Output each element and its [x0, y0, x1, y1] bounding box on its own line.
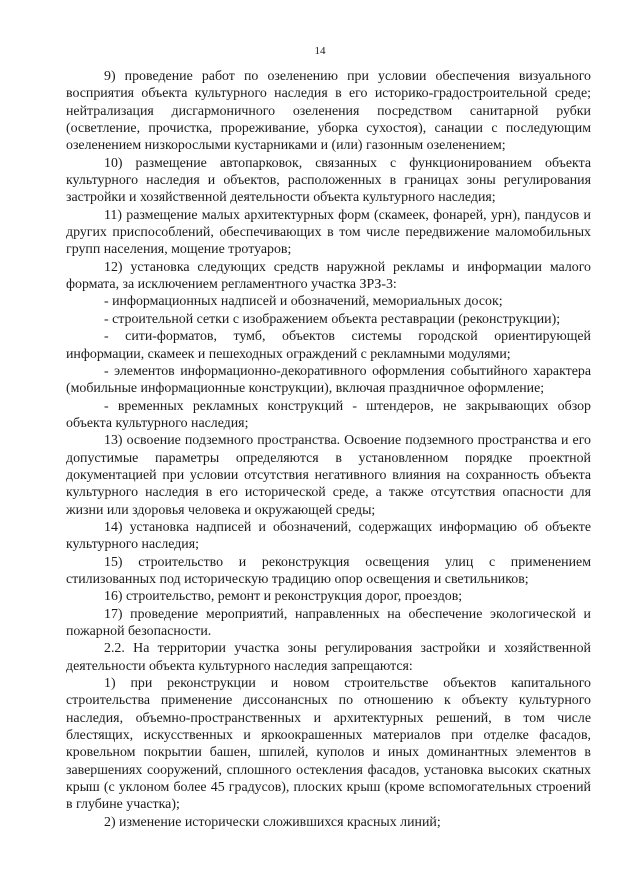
list-item-info-signs: - информационных надписей и обозначений, мемориальных досок;	[104, 294, 503, 310]
prohibition-item-1: 1) при реконструкции и новом строительстве объектов капитального строительства применение диссонансных по отношению к объекту культурного наследия, объемно-пространственных и архитектурных решений, в том числе блестящих, искусственных и яркоокрашенных материалов при отделке фасадов, кровельном покрытии башен, шпилей, куполов и иных доминантных элементов в завершениях сооружений, сплошного остекления фасадов, установка высоких скатных крыш (с уклоном более 45 градусов), плоских крыш (кроме вспомогательных строений в глубине участка);	[66, 676, 591, 813]
section-2-2-heading: 2.2. На территории участка зоны регулирования застройки и хозяйственной деятельности объекта культурного наследия запрещаются:	[66, 641, 591, 674]
paragraph-item-14: 14) установка надписей и обозначений, содержащих информацию об объекте культурного наследия;	[66, 519, 591, 553]
list-item-decorative-elements: - элементов информационно-декоративного оформления событийного характера (мобильные информационные конструкции), включая праздничное оформление;	[66, 363, 591, 397]
list-item-construction-mesh: - строительной сетки с изображением объекта реставрации (реконструкции);	[104, 311, 561, 327]
document-body	[66, 68, 591, 831]
paragraph-item-16: 16) строительство, ремонт и реконструкция дорог, проездов;	[104, 589, 463, 605]
prohibition-item-2: 2) изменение исторически сложившихся красных линий;	[104, 814, 441, 830]
list-item-temporary-structures: - временных рекламных конструкций - штендеров, не закрывающих обзор объекта культурного наследия;	[66, 398, 591, 431]
paragraph-item-17: 17) проведение мероприятий, направленных на обеспечение экологической и пожарной безопасности.	[66, 606, 591, 639]
list-item-city-formats: - сити-форматов, тумб, объектов системы городской ориентирующей информации, скамеек и пешеходных ограждений с рекламными модулями;	[66, 329, 591, 362]
paragraph-item-11: 11) размещение малых архитектурных форм (скамеек, фонарей, урн), пандусов и других приспособлений, обеспечивающих в том числе передвижение маломобильных групп населения, мощение тротуаров;	[66, 207, 591, 258]
page-number: 14	[314, 45, 326, 57]
paragraph-item-15: 15) строительство и реконструкция освещения улиц с применением стилизованных под историческую традицию опор освещения и светильников;	[66, 554, 591, 587]
paragraph-item-13: 13) освоение подземного пространства. Освоение подземного пространства и его допустимые параметры определяются в установленном порядке проектной документацией при условии отсутствия негативного влияния на сохранность объекта культурного наследия в его исторической среде, а также отсутствия опасности для жизни или здоровья человека и окружающей среды;	[66, 433, 591, 518]
paragraph-item-9: 9) проведение работ по озеленению при условии обеспечения визуального восприятия объекта культурного наследия в его историко-градостроительной среде; нейтрализация дисгармоничного озеленения посредством санитарной рубки (осветление, прочистка, прореживание, уборка сухостоя), санации с последующим озеленением низкорослыми кустарниками и (или) газонным озеленением;	[66, 69, 591, 154]
paragraph-item-12: 12) установка следующих средств наружной рекламы и информации малого формата, за исключением регламентного участка ЗРЗ-3:	[66, 259, 591, 293]
paragraph-item-10: 10) размещение автопарковок, связанных с функционированием объекта культурного наследия и объектов, расположенных в границах зоны регулирования застройки и хозяйственной деятельности объекта культурного наследия;	[66, 155, 591, 206]
